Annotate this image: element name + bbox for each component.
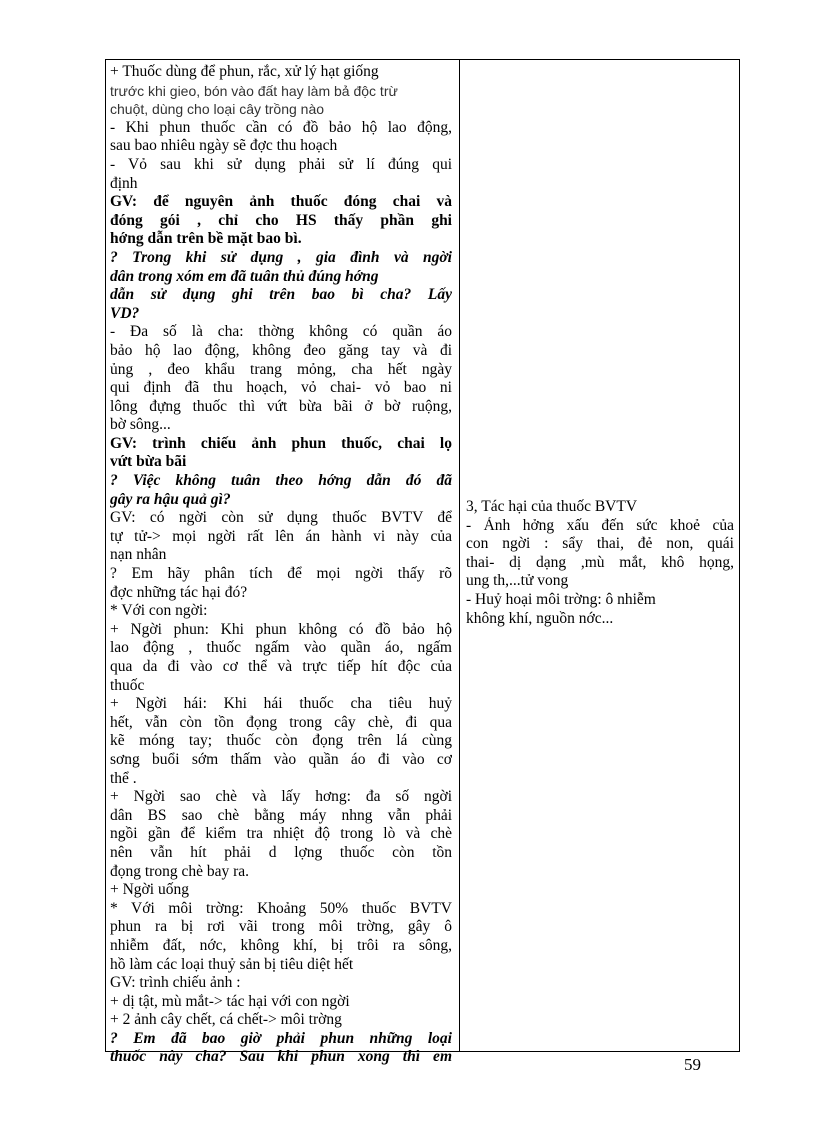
left-column-line: GV: trình chiếu ảnh :: [110, 974, 241, 992]
left-column-line: sau bao nhiêu ngày sẽ đợc thu hoạch: [110, 137, 338, 155]
left-column-line: tự tử-> mọi ngời rất lên án hành vi này của: [110, 527, 452, 545]
left-column-line: qua da đi vào cơ thể và trực tiếp hít độc của: [110, 658, 452, 675]
left-column-line: + Ngời uống: [110, 881, 189, 899]
left-column-line: ủng , đeo khẩu trang mỏng, cha hết ngày: [110, 360, 452, 378]
left-column-line: - Khi phun thuốc cần có đồ bảo hộ lao động,: [110, 118, 452, 136]
right-column-line: ung th,...tử vong: [466, 572, 569, 590]
right-column: [466, 498, 734, 628]
left-column-line: + Thuốc dùng để phun, rắc, xử lý hạt giống: [110, 63, 379, 80]
left-column-line: thuốc: [110, 676, 145, 694]
left-column-line: GV: để nguyên ảnh thuốc đóng chai và: [110, 193, 452, 211]
left-column-line: thể .: [110, 769, 137, 787]
left-column-line: bảo hộ lao động, không đeo găng tay và đi: [110, 341, 452, 359]
left-column-line: kẽ móng tay; thuốc còn đọng trên lá cùng: [110, 732, 452, 750]
left-column-line: hớng dẫn trên bề mặt bao bì.: [110, 230, 302, 248]
left-column-line: vứt bừa bãi: [110, 453, 187, 471]
left-column-line: ? Trong khi sử dụng , gia đình và ngời: [110, 248, 452, 266]
right-column-line: - Ảnh hởng xấu đến sức khoẻ của: [466, 516, 734, 534]
right-column-line: - Huỷ hoại môi trờng: ô nhiễm: [466, 590, 656, 608]
left-column-line: sơng buổi sớm thấm vào quần áo đi vào cơ: [110, 750, 452, 768]
left-column-line: * Với môi trờng: Khoảng 50% thuốc BVTV: [110, 899, 452, 917]
left-column-line: trước khi gieo, bón vào đất hay làm bả độc trừ: [110, 82, 398, 99]
left-column-line: bờ sông...: [110, 416, 171, 434]
left-column-line: dân trong xóm em đã tuân thủ đúng hớng: [110, 267, 379, 285]
left-column-line: lao động , thuốc ngấm vào quần áo, ngấm: [110, 639, 452, 657]
left-column-line: gây ra hậu quả gì?: [110, 490, 231, 508]
left-column-line: đợc những tác hại đó?: [110, 583, 248, 601]
left-column-line: ? Việc không tuân theo hớng dẫn đó đã: [110, 472, 452, 490]
left-column-line: VD?: [110, 304, 140, 322]
left-column-line: ngồi gần để kiểm tra nhiệt độ trong lò và chè: [110, 825, 452, 843]
left-column-line: qui định đã thu hoạch, vỏ chai- vỏ bao ni: [110, 379, 452, 397]
left-column-line: định: [110, 174, 138, 192]
left-column-line: * Với con ngời:: [110, 602, 208, 620]
right-column-line: 3, Tác hại của thuốc BVTV: [466, 498, 638, 515]
right-column-line: thai- dị dạng ,mù mắt, khô họng,: [466, 553, 734, 571]
left-column-line: thuốc này cha? Sau khi phun xong thì em: [110, 1048, 452, 1066]
left-column-line: + 2 ảnh cây chết, cá chết-> môi trờng: [110, 1011, 342, 1029]
left-column-line: - Vỏ sau khi sử dụng phải sử lí đúng qui: [110, 155, 452, 173]
left-column-line: ? Em hãy phân tích để mọi ngời thấy rõ: [110, 565, 452, 583]
left-column-line: GV: trình chiếu ảnh phun thuốc, chai lọ: [110, 434, 452, 452]
left-column-line: dân BS sao chè bằng máy nhng vẫn phải: [110, 806, 452, 824]
right-column-line: không khí, nguồn nớc...: [466, 609, 614, 627]
left-column-line: ? Em đã bao giờ phải phun những loại: [110, 1029, 452, 1047]
column-divider: [459, 60, 460, 1051]
right-column-line: con ngời : sẩy thai, đẻ non, quái: [466, 535, 734, 553]
left-column-line: hết, vẫn còn tồn đọng trong cây chè, đi qua: [110, 713, 452, 731]
left-column-line: + Ngời phun: Khi phun không có đồ bảo hộ: [110, 620, 452, 638]
left-column-line: GV: có ngời còn sử dụng thuốc BVTV để: [110, 509, 452, 527]
left-column-line: + dị tật, mù mắt-> tác hại với con ngời: [110, 992, 350, 1010]
left-column: [110, 63, 452, 1067]
left-column-line: đọng trong chè bay ra.: [110, 862, 250, 880]
left-column-line: nạn nhân: [110, 546, 167, 564]
left-column-line: nên vẫn hít phải d lợng thuốc còn tồn: [110, 843, 452, 861]
left-column-line: nhiễm đất, nớc, không khí, bị trôi ra sông,: [110, 936, 452, 954]
left-column-line: - Đa số là cha: thờng không có quần áo: [110, 323, 452, 341]
left-column-line: hồ làm các loại thuỷ sản bị tiêu diệt hết: [110, 955, 354, 973]
left-column-line: dẫn sử dụng ghi trên bao bì cha? Lấy: [110, 286, 452, 304]
left-column-line: + Ngời sao chè và lấy hơng: đa số ngời: [110, 788, 452, 806]
left-column-line: đóng gói , chỉ cho HS thấy phần ghi: [110, 211, 452, 229]
left-column-line: lông đựng thuốc thì vứt bừa bãi ở bờ ruộng,: [110, 397, 452, 415]
left-column-line: + Ngời hái: Khi hái thuốc cha tiêu huỷ: [110, 695, 452, 713]
left-column-line: phun ra bị rơi vãi trong môi trờng, gây ô: [110, 918, 452, 936]
left-column-line: chuột, dùng cho loại cây trồng nào: [110, 101, 325, 118]
page-number: 59: [684, 1055, 701, 1074]
